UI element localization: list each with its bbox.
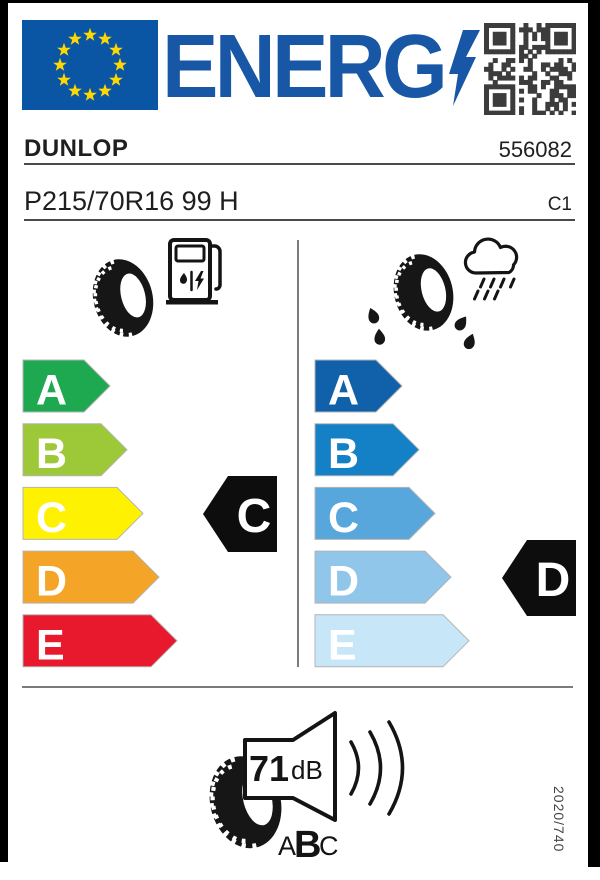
wet-grip-pictogram: [360, 233, 535, 351]
sound-waves-icon: [351, 722, 403, 814]
wet-grip-grade-C-label: C: [328, 493, 360, 542]
lightning-bolt-icon: [449, 30, 483, 106]
divider-vertical: [297, 240, 299, 667]
fuel-efficiency-grade-B-label: B: [36, 430, 68, 479]
border-left: [0, 0, 8, 862]
noise-class-letters: [278, 824, 339, 866]
noise-pictogram: [160, 698, 432, 874]
tire-icon: [386, 248, 461, 337]
regulation-number: 2020/740: [551, 786, 567, 853]
article-number: 556082: [498, 137, 572, 162]
fuel-efficiency-grade-C-label: C: [36, 493, 68, 542]
wet-grip-rating-indicator: [501, 539, 577, 617]
wet-grip-grade-B-label: B: [328, 430, 360, 479]
eu-flag-icon: [22, 20, 158, 110]
qr-code: [484, 23, 576, 115]
divider-scales-bottom: [22, 686, 573, 688]
divider-designation: [24, 219, 575, 221]
wet-grip-rating: D: [535, 554, 571, 607]
noise-class-c: C: [319, 831, 339, 861]
fuel-efficiency-pictogram: [78, 230, 226, 350]
tyre-class: C1: [547, 194, 572, 215]
tire-icon: [85, 253, 161, 343]
border-right: [588, 0, 600, 867]
noise-class-a: A: [278, 831, 297, 861]
noise-value: 71: [249, 748, 290, 789]
fuel-efficiency-grade-E-label: E: [36, 621, 65, 670]
energy-wordmark: ENERG: [162, 17, 445, 117]
fuel-efficiency-grade-A-label: A: [36, 366, 68, 415]
divider-brand: [24, 163, 575, 165]
fuel-efficiency-scale: [22, 359, 207, 671]
rain-cloud-icon: [465, 239, 516, 299]
noise-unit: dB: [291, 755, 323, 785]
tyre-designation: P215/70R16 99 H: [24, 186, 239, 216]
brand-name: DUNLOP: [24, 135, 129, 162]
wet-grip-grade-E-label: E: [328, 621, 357, 670]
fuel-efficiency-rating-indicator: [202, 475, 278, 553]
wet-grip-scale: [314, 359, 499, 671]
wet-grip-grade-A-label: A: [328, 366, 360, 415]
fuel-efficiency-grade-D-label: D: [36, 557, 68, 606]
wet-grip-grade-D-label: D: [328, 557, 360, 606]
fuel-efficiency-rating: C: [236, 490, 272, 543]
border-top: [0, 0, 600, 3]
fuel-pump-icon: [166, 240, 220, 305]
noise-class-b: B: [294, 824, 322, 866]
